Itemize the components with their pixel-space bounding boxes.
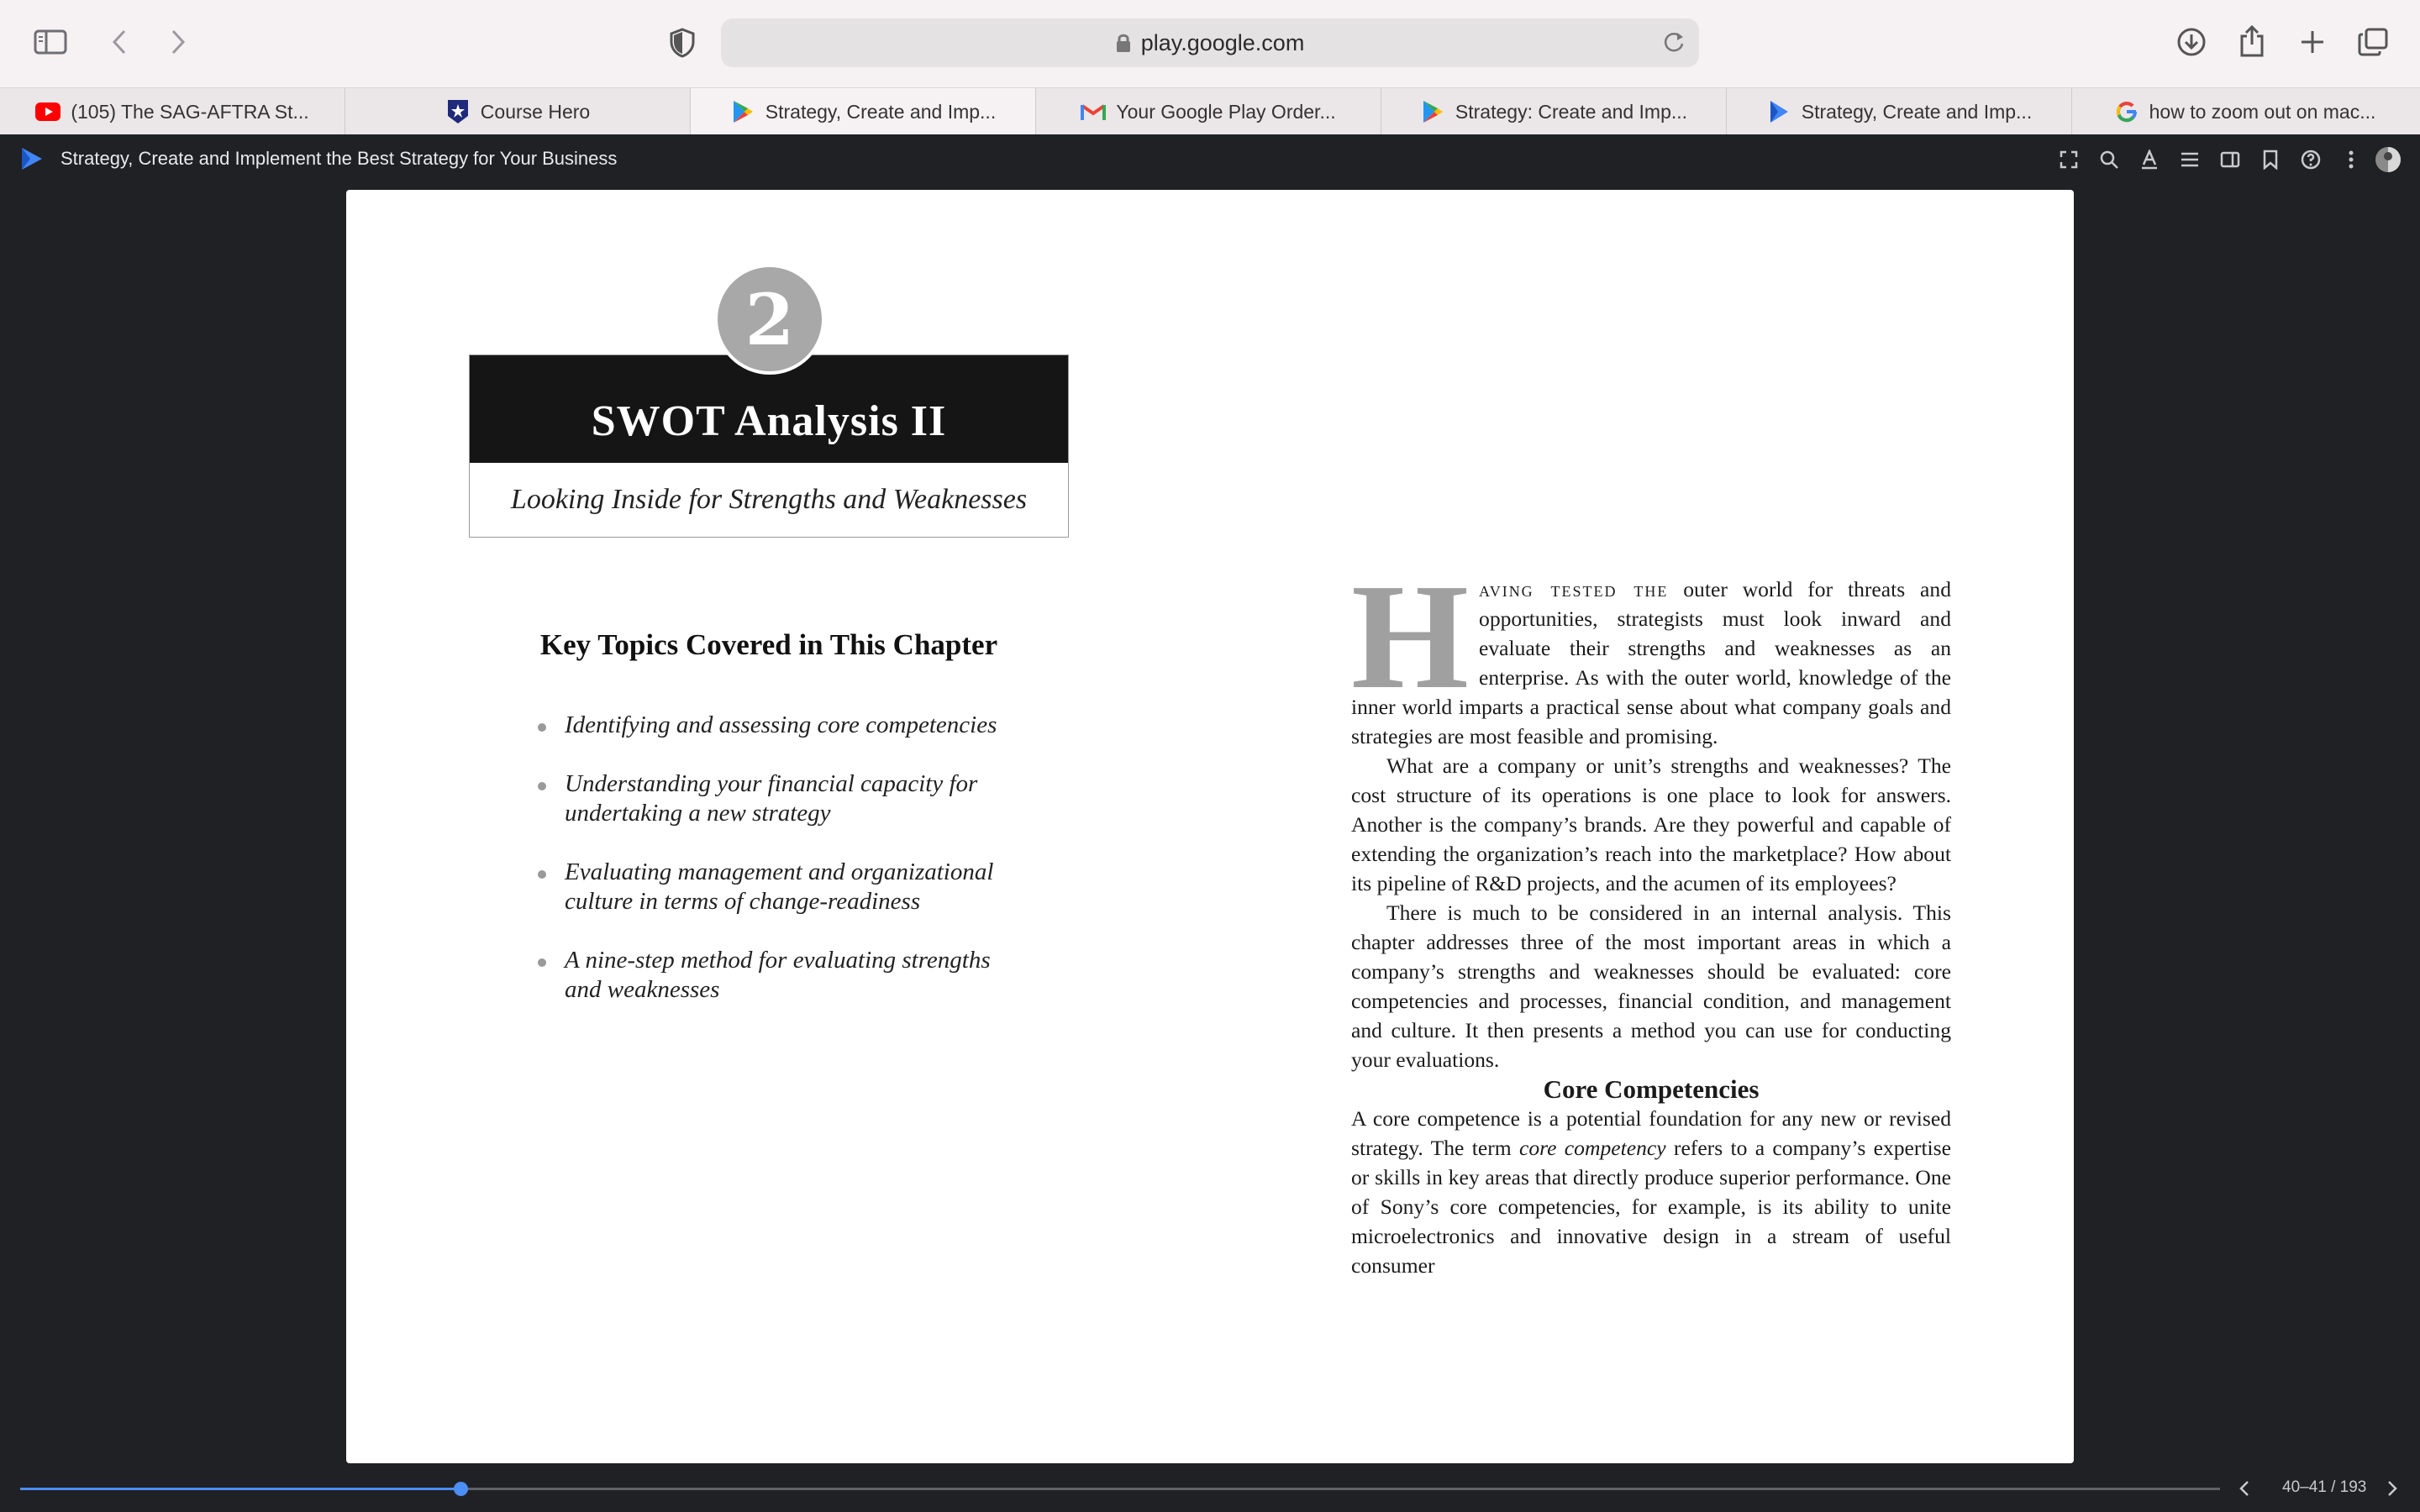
more-options-icon[interactable] bbox=[2339, 148, 2363, 171]
help-icon[interactable] bbox=[2299, 148, 2323, 171]
tab-title: Strategy, Create and Imp... bbox=[1801, 100, 2033, 123]
paragraph: There is much to be considered in an internal analysis. This chapter addresses three of the most important areas in which a company’s strengths and weaknesses should be evaluated: core competencies and processes, financial condition, and management and culture. It then presents a method you can use for conducting your evaluations. bbox=[1351, 900, 1951, 1072]
book-spread[interactable] bbox=[346, 190, 2074, 1463]
paragraph-text: A core competence is a potential foundation for any new or revised strategy. The term bbox=[1351, 1106, 1951, 1160]
tab-strategy-3[interactable] bbox=[1727, 88, 2072, 135]
key-topic-item: A nine-step method for evaluating strengths and weaknesses bbox=[538, 946, 1008, 1005]
downloads-icon[interactable] bbox=[2175, 24, 2208, 60]
tab-title: Strategy: Create and Imp... bbox=[1455, 100, 1688, 123]
key-topics-title: Key Topics Covered in This Chapter bbox=[539, 628, 998, 661]
reader-header bbox=[0, 134, 2420, 183]
sidebar-toggle-icon[interactable] bbox=[32, 25, 69, 59]
drop-cap: H bbox=[1351, 553, 1470, 720]
key-topic-item: Understanding your financial capacity for undertaking a new strategy bbox=[538, 769, 1008, 828]
emphasis-text: core competency bbox=[1518, 1136, 1666, 1160]
google-icon bbox=[2114, 99, 2139, 124]
tab-title: Strategy, Create and Imp... bbox=[765, 100, 997, 123]
user-avatar[interactable] bbox=[2375, 146, 2402, 173]
tab-title: Course Hero bbox=[480, 100, 591, 123]
page-layout-icon[interactable] bbox=[2218, 148, 2242, 171]
tab-title: how to zoom out on mac... bbox=[2149, 100, 2376, 123]
paragraph-text: refers to a company’s expertise or skills in key areas that directly produce superior performance. One of Sony’s core competencies, for example, is its ability to unite microelectronics and innovative design in a stream of useful consumer bbox=[1351, 1136, 1951, 1278]
lead-in-smallcaps: aving tested the bbox=[1479, 577, 1669, 601]
chapter-number: 2 bbox=[714, 264, 825, 375]
new-tab-icon[interactable] bbox=[2296, 25, 2329, 59]
chapter-title: SWOT Analysis II bbox=[470, 355, 1068, 463]
forward-icon[interactable] bbox=[163, 25, 193, 59]
previous-page-icon[interactable] bbox=[2238, 1480, 2250, 1501]
key-topic-item: Evaluating management and organizational culture in terms of change-readiness bbox=[538, 858, 1008, 916]
url-text: play.google.com bbox=[1140, 29, 1305, 55]
fullscreen-icon[interactable] bbox=[2057, 148, 2081, 171]
address-bar[interactable] bbox=[721, 18, 1699, 67]
tab-strategy-2[interactable] bbox=[1381, 88, 1727, 135]
back-icon[interactable] bbox=[104, 25, 134, 59]
search-icon[interactable] bbox=[2097, 148, 2121, 171]
gmail-icon bbox=[1081, 99, 1106, 124]
progress-fill bbox=[20, 1488, 460, 1490]
paragraph bbox=[1351, 1104, 1951, 1280]
text-settings-icon[interactable] bbox=[2138, 148, 2161, 171]
youtube-icon bbox=[35, 99, 60, 124]
google-play-icon bbox=[730, 99, 755, 124]
progress-handle[interactable] bbox=[454, 1482, 468, 1496]
chapter-header bbox=[469, 354, 1069, 538]
next-page-icon[interactable] bbox=[2386, 1480, 2398, 1501]
page-scrubber bbox=[0, 1463, 2420, 1512]
paragraph-text: outer world for threats and opportunities, strategists must look inward and evaluate their strengths and weaknesses as an enterprise. As with the outer world, knowledge of the inner world imparts a practical sense about what company goals and strategies are most feasible and promising. bbox=[1351, 577, 1951, 748]
progress-track[interactable] bbox=[20, 1488, 2220, 1490]
tab-youtube[interactable] bbox=[0, 88, 345, 135]
reload-icon[interactable] bbox=[1662, 30, 1686, 60]
tab-bar bbox=[0, 87, 2420, 134]
play-books-logo-icon[interactable] bbox=[18, 146, 44, 171]
tab-gmail[interactable] bbox=[1036, 88, 1381, 135]
bookmark-icon[interactable] bbox=[2259, 148, 2282, 171]
lock-icon bbox=[1116, 33, 1131, 53]
course-hero-icon bbox=[445, 99, 471, 124]
tab-title: (105) The SAG-AFTRA St... bbox=[71, 100, 309, 123]
privacy-shield-icon[interactable] bbox=[666, 25, 699, 60]
page-indicator: 40–41 / 193 bbox=[2282, 1478, 2367, 1496]
right-page-text bbox=[1351, 553, 1951, 1280]
tab-strategy-active[interactable] bbox=[691, 88, 1036, 135]
paragraph: What are a company or unit’s strengths and weaknesses? The cost structure of its operations is one place to look for answers. Another is the company’s brands. Are they powerful and capable of extending the organization’s reach into the marketplace? How about its pipeline of R&D projects, and the acumen of its employees? bbox=[1351, 753, 1951, 895]
tab-overview-icon[interactable] bbox=[2356, 25, 2390, 59]
tab-title: Your Google Play Order... bbox=[1116, 100, 1336, 123]
key-topics-list bbox=[538, 711, 1008, 1034]
section-heading: Core Competencies bbox=[1543, 1074, 1760, 1104]
chapter-subtitle: Looking Inside for Strengths and Weaknesses bbox=[510, 484, 1028, 515]
book-title: Strategy, Create and Implement the Best Strategy for Your Business bbox=[60, 148, 618, 169]
tab-course-hero[interactable] bbox=[345, 88, 691, 135]
tab-google-search[interactable] bbox=[2072, 88, 2417, 135]
google-play-icon bbox=[1420, 99, 1445, 124]
paragraph bbox=[1351, 553, 1951, 751]
contents-icon[interactable] bbox=[2178, 148, 2202, 171]
share-icon[interactable] bbox=[2235, 22, 2269, 60]
google-play-books-icon bbox=[1766, 99, 1791, 124]
browser-toolbar bbox=[0, 0, 2420, 87]
key-topic-item: Identifying and assessing core competencies bbox=[538, 711, 1008, 740]
